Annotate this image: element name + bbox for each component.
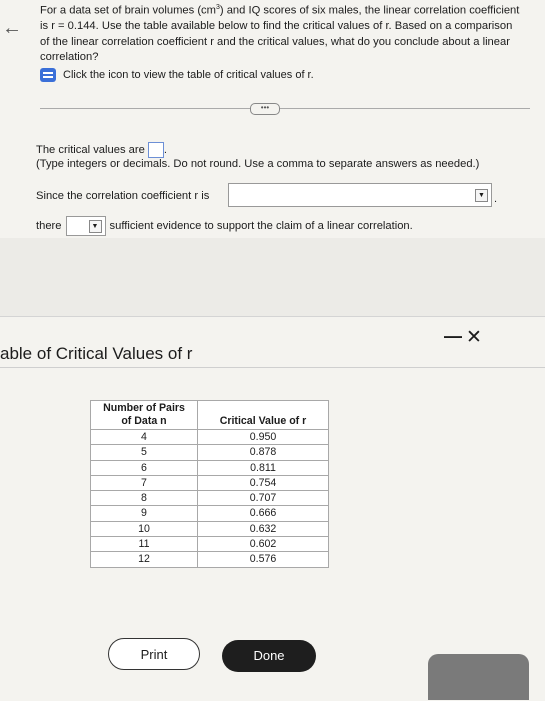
modal-title: able of Critical Values of r <box>0 344 193 363</box>
n-cell: 8 <box>91 491 198 506</box>
table-row <box>91 491 329 506</box>
header-n: Number of Pairs of Data n <box>91 401 198 430</box>
icon-link-label: Click the icon to view the table of critical values of r. <box>63 69 314 81</box>
critical-value-cell: 0.754 <box>198 475 329 490</box>
period-text: . <box>494 193 498 205</box>
n-cell: 5 <box>91 445 198 460</box>
critical-values-line <box>36 142 167 158</box>
divider <box>40 108 530 109</box>
table-row <box>91 552 329 567</box>
n-cell: 4 <box>91 430 198 445</box>
critical-values-hint: (Type integers or decimals. Do not round. Use a comma to separate answers as needed.) <box>36 158 480 170</box>
critical-value-cell: 0.576 <box>198 552 329 567</box>
table-row <box>91 521 329 536</box>
critical-value-cell: 0.632 <box>198 521 329 536</box>
table-row <box>91 430 329 445</box>
n-cell: 9 <box>91 506 198 521</box>
table-row <box>91 537 329 552</box>
modal-divider <box>0 367 545 368</box>
critical-values-label: The critical values are <box>36 144 145 156</box>
n-cell: 12 <box>91 552 198 567</box>
critical-value-cell: 0.707 <box>198 491 329 506</box>
header-critical-value: Critical Value of r <box>198 401 329 430</box>
print-button[interactable]: Print <box>108 638 200 670</box>
table-icon[interactable] <box>40 68 56 82</box>
there-line <box>36 216 413 236</box>
critical-value-cell: 0.950 <box>198 430 329 445</box>
is-is-not-dropdown[interactable] <box>66 216 106 236</box>
chevron-down-icon: ▼ <box>475 189 488 202</box>
table-row <box>91 475 329 490</box>
critical-value-cell: 0.602 <box>198 537 329 552</box>
back-arrow-icon[interactable]: ← <box>2 17 22 39</box>
critical-values-table <box>90 400 329 568</box>
chevron-down-icon: ▼ <box>89 220 102 233</box>
background-gap <box>0 238 545 316</box>
critical-value-cell: 0.666 <box>198 506 329 521</box>
critical-value-cell: 0.878 <box>198 445 329 460</box>
table-row <box>91 460 329 475</box>
n-cell: 7 <box>91 475 198 490</box>
n-cell: 6 <box>91 460 198 475</box>
n-cell: 11 <box>91 537 198 552</box>
n-cell: 10 <box>91 521 198 536</box>
more-button[interactable]: ••• <box>250 103 280 115</box>
critical-value-cell: 0.811 <box>198 460 329 475</box>
table-icon-link[interactable] <box>40 68 314 82</box>
period-text: . <box>163 144 167 156</box>
minimize-icon[interactable]: — <box>444 326 462 346</box>
done-button[interactable]: Done <box>222 640 316 672</box>
since-label: Since the correlation coefficient r is <box>36 190 210 202</box>
table-row <box>91 506 329 521</box>
corner-overlay <box>428 654 529 700</box>
question-text: For a data set of brain volumes $(cm^3)$ and IQ scores of six males, the linear correlation coefficient is r = 0.144. Use the table available below to find the critical values of r. Based on a comparison of the linear correlation coefficient r and the critical values, what do you conclude about a linear correlation? <box>40 4 520 64</box>
there-label: there <box>36 220 62 232</box>
close-icon[interactable]: ✕ <box>466 327 482 348</box>
critical-values-input[interactable] <box>148 142 164 158</box>
correlation-comparison-dropdown[interactable] <box>228 183 492 207</box>
sufficient-label: sufficient evidence to support the claim of a linear correlation. <box>109 220 413 232</box>
table-row <box>91 445 329 460</box>
table-body <box>91 430 329 568</box>
